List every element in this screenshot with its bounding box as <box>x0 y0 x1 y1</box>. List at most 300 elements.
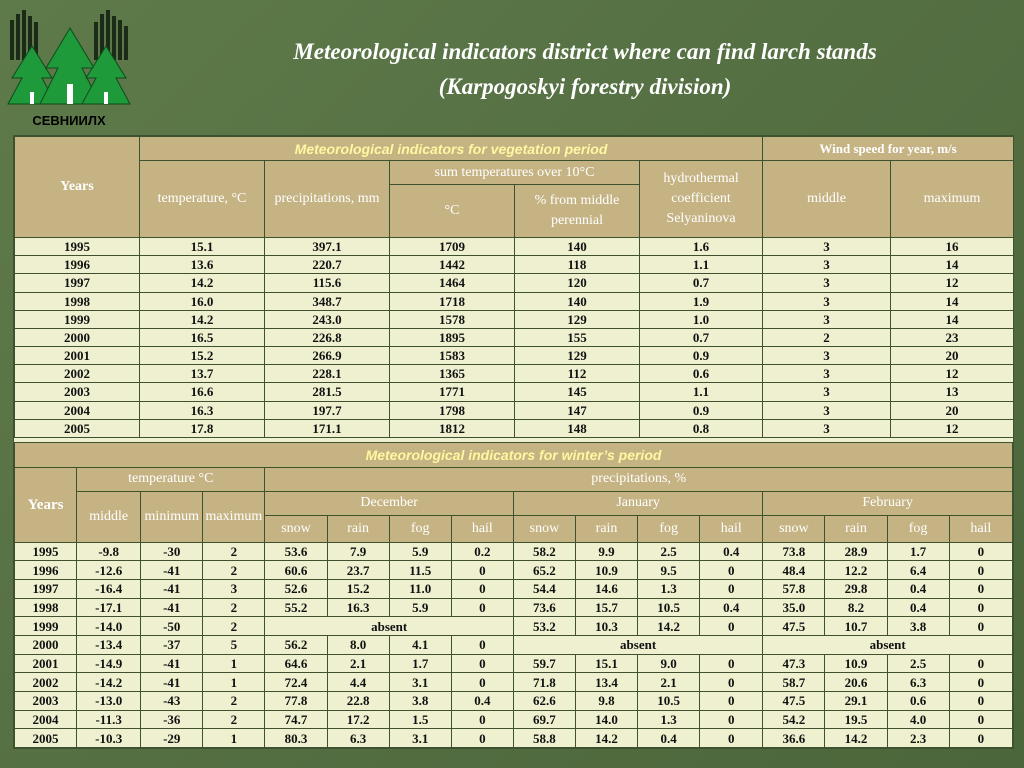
kind-header-hail: hail <box>451 515 513 542</box>
title-line-1: Meteorological indicators district where can find larch stands <box>293 39 877 64</box>
table-cell: 65.2 <box>513 561 575 580</box>
table-cell: 73.8 <box>763 542 825 561</box>
table-cell: -13.4 <box>77 635 141 654</box>
table-cell: 1.0 <box>640 310 763 328</box>
vegetation-table <box>14 136 1014 438</box>
table-cell: 23.7 <box>327 561 389 580</box>
table-cell: -37 <box>141 635 203 654</box>
table-cell: 58.7 <box>763 673 825 692</box>
veg-header-sum-celsius: °C <box>390 185 515 238</box>
winter-header-maximum: maximum <box>203 491 265 542</box>
table-cell: 129 <box>515 347 640 365</box>
table-cell: 3 <box>763 237 891 255</box>
table-cell: 14.2 <box>575 729 637 748</box>
table-cell: 29.8 <box>825 579 887 598</box>
kind-header-hail: hail <box>949 515 1012 542</box>
table-cell: 147 <box>515 401 640 419</box>
kind-header-snow: snow <box>513 515 575 542</box>
table-cell: 17.8 <box>140 419 265 437</box>
table-cell: 56.2 <box>265 635 327 654</box>
winter-header-years: Years <box>15 467 77 542</box>
kind-header-fog: fog <box>887 515 949 542</box>
table-cell: 54.2 <box>763 710 825 729</box>
table-cell: 8.0 <box>327 635 389 654</box>
table-cell: 14 <box>891 292 1014 310</box>
kind-header-rain: rain <box>825 515 887 542</box>
table-cell: 15.2 <box>327 579 389 598</box>
table-cell: 2 <box>203 598 265 617</box>
table-cell: -14.9 <box>77 654 141 673</box>
table-cell: 3 <box>763 401 891 419</box>
table-cell: 0 <box>700 579 763 598</box>
table-cell: 1.3 <box>638 710 700 729</box>
table-row <box>15 579 1013 598</box>
table-cell: 53.2 <box>513 617 575 636</box>
table-cell: 62.6 <box>513 691 575 710</box>
table-cell: 155 <box>515 328 640 346</box>
table-cell: 3.8 <box>887 617 949 636</box>
veg-header-hydrothermal: hydrothermal coefficient Selyaninova <box>640 161 763 238</box>
title-line-2: (Karpogoskyi forestry division) <box>438 74 732 99</box>
table-cell: -9.8 <box>77 542 141 561</box>
table-row <box>15 617 1013 636</box>
table-cell: 171.1 <box>265 419 390 437</box>
table-cell: 0 <box>451 579 513 598</box>
table-cell: 0.4 <box>451 691 513 710</box>
table-cell: 47.5 <box>763 691 825 710</box>
table-row <box>15 401 1014 419</box>
table-cell: 4.4 <box>327 673 389 692</box>
table-cell: 0 <box>700 710 763 729</box>
table-cell: 0.9 <box>640 347 763 365</box>
table-cell: 14 <box>891 310 1014 328</box>
table-row <box>15 419 1014 437</box>
table-cell: 6.3 <box>887 673 949 692</box>
table-cell: 0.2 <box>451 542 513 561</box>
table-cell: 1997 <box>15 274 140 292</box>
table-cell: 140 <box>515 292 640 310</box>
table-cell: 0 <box>949 729 1012 748</box>
table-cell: 2004 <box>15 401 140 419</box>
table-cell: 2 <box>203 561 265 580</box>
table-cell: -41 <box>141 579 203 598</box>
table-row <box>15 710 1013 729</box>
table-cell: 10.9 <box>825 654 887 673</box>
table-cell: 2003 <box>15 691 77 710</box>
table-cell: 3 <box>763 347 891 365</box>
table-cell: -41 <box>141 561 203 580</box>
table-cell: 35.0 <box>763 598 825 617</box>
table-cell: 120 <box>515 274 640 292</box>
table-row <box>15 328 1014 346</box>
table-cell: 9.5 <box>638 561 700 580</box>
month-header-february: February <box>763 491 1013 515</box>
table-cell: 2000 <box>15 328 140 346</box>
table-cell: 2.5 <box>638 542 700 561</box>
table-cell: 22.8 <box>327 691 389 710</box>
table-cell: -16.4 <box>77 579 141 598</box>
table-cell: 5.9 <box>389 542 451 561</box>
table-cell: 13.6 <box>140 256 265 274</box>
kind-header-hail: hail <box>700 515 763 542</box>
table-cell: 2 <box>203 691 265 710</box>
table-cell: -36 <box>141 710 203 729</box>
table-cell: 1.1 <box>640 256 763 274</box>
table-cell: 55.2 <box>265 598 327 617</box>
kind-header-fog: fog <box>389 515 451 542</box>
table-cell: -41 <box>141 598 203 617</box>
table-cell: 12 <box>891 274 1014 292</box>
logo-text: СЕВНИИЛХ <box>32 113 106 128</box>
table-cell: 36.6 <box>763 729 825 748</box>
table-cell: 14.2 <box>638 617 700 636</box>
table-cell: 0 <box>700 654 763 673</box>
table-cell: 1 <box>203 673 265 692</box>
table-cell: 0 <box>949 654 1012 673</box>
table-cell: 220.7 <box>265 256 390 274</box>
table-cell: 17.2 <box>327 710 389 729</box>
table-cell: 16.6 <box>140 383 265 401</box>
table-cell: 281.5 <box>265 383 390 401</box>
table-cell: 0 <box>451 673 513 692</box>
table-cell: 0 <box>451 710 513 729</box>
table-cell: -50 <box>141 617 203 636</box>
table-cell: 145 <box>515 383 640 401</box>
table-cell: 197.7 <box>265 401 390 419</box>
table-row <box>15 274 1014 292</box>
table-cell: 2 <box>203 710 265 729</box>
table-cell: 3 <box>763 274 891 292</box>
table-cell: -12.6 <box>77 561 141 580</box>
table-cell: 2 <box>203 617 265 636</box>
table-cell: 9.8 <box>575 691 637 710</box>
table-cell: 1996 <box>15 561 77 580</box>
table-cell: 59.7 <box>513 654 575 673</box>
table-cell: 118 <box>515 256 640 274</box>
table-row <box>15 654 1013 673</box>
wind-header-middle: middle <box>763 161 891 238</box>
table-cell: 20 <box>891 401 1014 419</box>
wind-header-maximum: maximum <box>891 161 1014 238</box>
table-cell: 71.8 <box>513 673 575 692</box>
kind-header-snow: snow <box>763 515 825 542</box>
table-cell: 0 <box>700 691 763 710</box>
table-cell: 77.8 <box>265 691 327 710</box>
table-cell: 57.8 <box>763 579 825 598</box>
table-cell: 2004 <box>15 710 77 729</box>
winter-header-temperature: temperature °C <box>77 467 265 491</box>
table-cell: 1583 <box>390 347 515 365</box>
table-cell: 0 <box>949 579 1012 598</box>
table-cell: 1.5 <box>389 710 451 729</box>
kind-header-fog: fog <box>638 515 700 542</box>
winter-header-minimum: minimum <box>141 491 203 542</box>
table-cell: 6.3 <box>327 729 389 748</box>
table-cell: 10.9 <box>575 561 637 580</box>
table-cell: 1999 <box>15 310 140 328</box>
table-cell: 16.0 <box>140 292 265 310</box>
table-cell: 228.1 <box>265 365 390 383</box>
table-cell: -10.3 <box>77 729 141 748</box>
table-cell: 1718 <box>390 292 515 310</box>
winter-header-precipitations: precipitations, % <box>265 467 1013 491</box>
table-row <box>15 237 1014 255</box>
table-cell: 2 <box>763 328 891 346</box>
table-cell: 1998 <box>15 292 140 310</box>
table-cell: 1442 <box>390 256 515 274</box>
table-cell: 0.4 <box>700 598 763 617</box>
kind-header-snow: snow <box>265 515 327 542</box>
table-cell: 0 <box>451 635 513 654</box>
table-cell: 3 <box>203 579 265 598</box>
table-cell: 5.9 <box>389 598 451 617</box>
table-cell: 60.6 <box>265 561 327 580</box>
table-cell: 6.4 <box>887 561 949 580</box>
table-cell: 0 <box>451 561 513 580</box>
month-header-january: January <box>513 491 762 515</box>
table-cell: 2002 <box>15 673 77 692</box>
table-cell: 0 <box>700 617 763 636</box>
table-row <box>15 542 1013 561</box>
table-cell: 1709 <box>390 237 515 255</box>
table-cell: 1.9 <box>640 292 763 310</box>
table-cell: 3 <box>763 292 891 310</box>
table-cell: 1.3 <box>638 579 700 598</box>
table-cell: 226.8 <box>265 328 390 346</box>
table-cell: 48.4 <box>763 561 825 580</box>
table-row <box>15 365 1014 383</box>
table-cell: 348.7 <box>265 292 390 310</box>
table-cell: 13.7 <box>140 365 265 383</box>
table-row <box>15 598 1013 617</box>
table-cell: 112 <box>515 365 640 383</box>
table-cell: 1996 <box>15 256 140 274</box>
table-cell: 3.8 <box>389 691 451 710</box>
table-cell: 266.9 <box>265 347 390 365</box>
table-row <box>15 729 1013 748</box>
veg-header-temperature: temperature, °C <box>140 161 265 238</box>
table-cell: 20.6 <box>825 673 887 692</box>
table-cell: 10.3 <box>575 617 637 636</box>
table-cell: 2.1 <box>638 673 700 692</box>
table-cell: 53.6 <box>265 542 327 561</box>
table-cell: 13.4 <box>575 673 637 692</box>
table-cell: 2.1 <box>327 654 389 673</box>
table-cell: 20 <box>891 347 1014 365</box>
table-cell: 1.1 <box>640 383 763 401</box>
table-cell: 16.3 <box>327 598 389 617</box>
table-cell: 0.4 <box>887 598 949 617</box>
table-cell: 1771 <box>390 383 515 401</box>
table-cell: 0.6 <box>640 365 763 383</box>
table-cell: 1798 <box>390 401 515 419</box>
table-cell: 15.1 <box>575 654 637 673</box>
table-row <box>15 383 1014 401</box>
table-cell: 3 <box>763 419 891 437</box>
table-cell: 0 <box>949 710 1012 729</box>
table-cell: 2.3 <box>887 729 949 748</box>
veg-header-years: Years <box>15 137 140 238</box>
table-cell: 1812 <box>390 419 515 437</box>
table-cell: 19.5 <box>825 710 887 729</box>
table-cell: 397.1 <box>265 237 390 255</box>
table-row <box>15 673 1013 692</box>
table-cell: 3 <box>763 383 891 401</box>
table-cell: 1 <box>203 654 265 673</box>
table-cell: 0 <box>451 654 513 673</box>
table-cell: -17.1 <box>77 598 141 617</box>
data-panel <box>13 135 1014 749</box>
veg-section-title: Meteorological indicators for vegetation period <box>140 137 763 161</box>
table-cell: 13 <box>891 383 1014 401</box>
table-cell: 4.1 <box>389 635 451 654</box>
table-cell: 243.0 <box>265 310 390 328</box>
winter-section-title: Meteorological indicators for winter’s period <box>15 443 1013 468</box>
table-cell: 10.5 <box>638 598 700 617</box>
table-cell: 52.6 <box>265 579 327 598</box>
table-cell: 0.4 <box>700 542 763 561</box>
month-header-december: December <box>265 491 513 515</box>
veg-header-precipitations: precipitations, mm <box>265 161 390 238</box>
table-cell: 1995 <box>15 542 77 561</box>
table-cell: 16 <box>891 237 1014 255</box>
table-cell: 10.7 <box>825 617 887 636</box>
table-cell: 2.5 <box>887 654 949 673</box>
table-cell: 2002 <box>15 365 140 383</box>
table-cell: 0 <box>949 542 1012 561</box>
table-cell: 28.9 <box>825 542 887 561</box>
table-cell: 3 <box>763 310 891 328</box>
table-cell: 14.0 <box>575 710 637 729</box>
table-cell: 1.7 <box>887 542 949 561</box>
table-cell: 0 <box>949 598 1012 617</box>
table-cell: 0.7 <box>640 328 763 346</box>
table-cell: 15.1 <box>140 237 265 255</box>
table-cell: 1.7 <box>389 654 451 673</box>
table-cell: 58.8 <box>513 729 575 748</box>
table-cell: 69.7 <box>513 710 575 729</box>
table-cell: 1999 <box>15 617 77 636</box>
table-cell: 1997 <box>15 579 77 598</box>
table-cell: 14.2 <box>140 274 265 292</box>
wind-speed-header: Wind speed for year, m/s <box>763 137 1014 161</box>
table-row <box>15 691 1013 710</box>
winter-header-middle: middle <box>77 491 141 542</box>
table-cell: 2005 <box>15 729 77 748</box>
table-cell: 1998 <box>15 598 77 617</box>
table-cell: -41 <box>141 673 203 692</box>
table-cell: 54.4 <box>513 579 575 598</box>
table-cell: 1464 <box>390 274 515 292</box>
table-cell: -11.3 <box>77 710 141 729</box>
table-cell: 0 <box>700 729 763 748</box>
table-row <box>15 635 1013 654</box>
table-cell: 2005 <box>15 419 140 437</box>
table-cell: 3.1 <box>389 673 451 692</box>
table-cell: 3.1 <box>389 729 451 748</box>
table-cell: 80.3 <box>265 729 327 748</box>
table-cell: 0.9 <box>640 401 763 419</box>
table-cell: 0 <box>700 561 763 580</box>
absent-cell: absent <box>763 635 1013 654</box>
table-cell: -41 <box>141 654 203 673</box>
table-cell: 1365 <box>390 365 515 383</box>
table-cell: 58.2 <box>513 542 575 561</box>
table-cell: 3 <box>763 256 891 274</box>
table-cell: 16.5 <box>140 328 265 346</box>
table-cell: 11.5 <box>389 561 451 580</box>
table-cell: 74.7 <box>265 710 327 729</box>
table-cell: 12 <box>891 365 1014 383</box>
table-row <box>15 292 1014 310</box>
table-cell: 0 <box>949 691 1012 710</box>
table-cell: 8.2 <box>825 598 887 617</box>
table-cell: 0 <box>949 617 1012 636</box>
table-cell: 12.2 <box>825 561 887 580</box>
table-cell: 0 <box>949 673 1012 692</box>
table-cell: -29 <box>141 729 203 748</box>
table-cell: -14.2 <box>77 673 141 692</box>
table-cell: 47.5 <box>763 617 825 636</box>
winter-table <box>14 442 1013 748</box>
table-cell: 0.7 <box>640 274 763 292</box>
kind-header-rain: rain <box>327 515 389 542</box>
table-cell: 64.6 <box>265 654 327 673</box>
table-cell: 129 <box>515 310 640 328</box>
page-title <box>150 34 1020 104</box>
table-cell: 12 <box>891 419 1014 437</box>
table-cell: 1 <box>203 729 265 748</box>
table-cell: 0.4 <box>638 729 700 748</box>
table-cell: 2001 <box>15 347 140 365</box>
forest-trees-logo-icon <box>4 6 134 114</box>
table-cell: 47.3 <box>763 654 825 673</box>
absent-cell: absent <box>513 635 762 654</box>
table-cell: 148 <box>515 419 640 437</box>
table-cell: 4.0 <box>887 710 949 729</box>
absent-cell: absent <box>265 617 513 636</box>
table-cell: 9.0 <box>638 654 700 673</box>
table-cell: 2001 <box>15 654 77 673</box>
table-cell: 1.6 <box>640 237 763 255</box>
table-cell: 0 <box>949 561 1012 580</box>
table-cell: 14.2 <box>140 310 265 328</box>
table-cell: 5 <box>203 635 265 654</box>
table-cell: 16.3 <box>140 401 265 419</box>
table-cell: 2000 <box>15 635 77 654</box>
table-cell: 10.5 <box>638 691 700 710</box>
veg-header-sum-percent: % from middle perennial <box>515 185 640 238</box>
table-cell: 15.7 <box>575 598 637 617</box>
table-cell: 1995 <box>15 237 140 255</box>
veg-header-sum-temperatures: sum temperatures over 10°C <box>390 161 640 185</box>
table-cell: 115.6 <box>265 274 390 292</box>
table-cell: -14.0 <box>77 617 141 636</box>
table-row <box>15 256 1014 274</box>
table-cell: 11.0 <box>389 579 451 598</box>
table-cell: 9.9 <box>575 542 637 561</box>
table-cell: 3 <box>763 365 891 383</box>
table-cell: 0.4 <box>887 579 949 598</box>
table-cell: 1895 <box>390 328 515 346</box>
table-cell: 29.1 <box>825 691 887 710</box>
table-cell: 14.2 <box>825 729 887 748</box>
table-cell: 14.6 <box>575 579 637 598</box>
table-cell: 1578 <box>390 310 515 328</box>
table-row <box>15 561 1013 580</box>
table-row <box>15 310 1014 328</box>
table-cell: 0 <box>451 729 513 748</box>
